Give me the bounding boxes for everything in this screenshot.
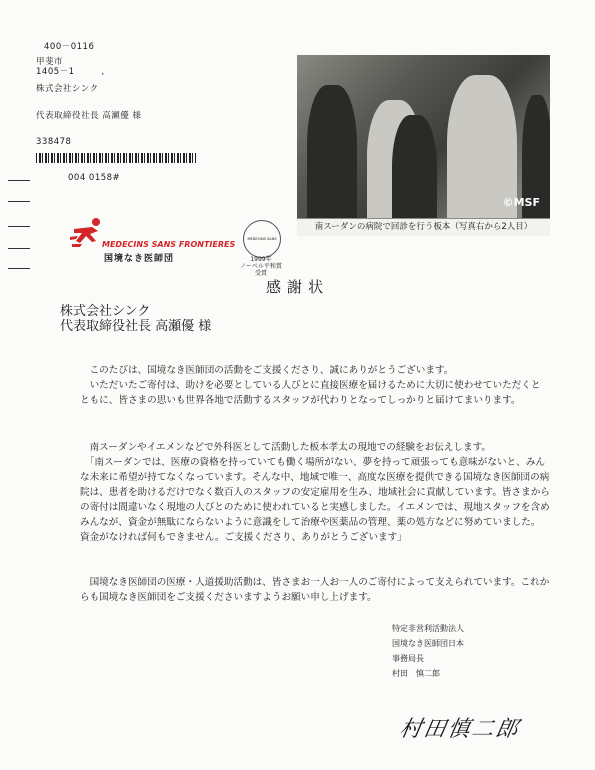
edge-mark [8, 268, 30, 269]
paragraph-donation-use: いただいたご寄付は、助けを必要としている人びとに直接医療を届けるために大切に使わせていただくとともに、皆さまの思いも世界各地で活動するスタッフが代わりとなってしっかりと届けてまいります。 [80, 380, 541, 406]
edge-mark [8, 180, 30, 181]
msf-logo [70, 215, 240, 265]
letter-title: 感謝状 [265, 278, 329, 296]
nobel-award [238, 256, 284, 277]
paragraph-experience-intro: 南スーダンやイエメンなどで外科医として活動した板本孝太の現地での経験をお伝えします。 [89, 442, 491, 453]
nobel-year: 1999年 [250, 256, 272, 263]
msf-name-ja: 国境なき医師団 [104, 254, 175, 264]
nobel-seal-icon: MEDECINS SANS [243, 220, 281, 258]
postal-code: 400－0116 [44, 42, 95, 52]
handwritten-signature: 村田慎二郎 [397, 717, 522, 742]
recipient-name: 代表取締役社長 高瀬優 様 [60, 319, 212, 334]
photo-caption: 南スーダンの病院で回診を行う板本（写真右から2人目） [297, 218, 550, 236]
msf-running-man-icon [70, 217, 106, 251]
address-city: 甲斐市 [36, 57, 64, 67]
edge-mark [8, 226, 30, 227]
signatory-name: 村田 慎二郎 [392, 669, 440, 678]
msf-name-en: MEDECINS SANS FRONTIERES [102, 240, 236, 249]
paragraph-testimony: 「南スーダンでは、医療の資格を持っていても働く場所がない、夢を持って頑張っても意味がないと、みんな未来に希望が持てなくなっています。そんな中、地域で唯一、高度な医療を提供できる国境なき医師団の病院は、患者を助けるだけでなく数百人のスタッフの安定雇用を生み、地域社会に貢献しています。皆さまからの寄付は間違いなく現地の人びとのために使われていると実感しました。イエメンでは、現地スタッフを含めみんなが、資金が無駄にならないように意識をして治療や医薬品の管理、薬の処方などに努めていました。資金がなければ何もできません。ご支援くださり、ありがとうございます」 [80, 457, 550, 543]
reference-number: 338478 [36, 137, 72, 147]
address-street: 1405－1 , [36, 67, 105, 77]
edge-mark [8, 248, 30, 249]
paragraph-thanks: このたびは、国境なき医師団の活動をご支援くださり、誠にありがとうございます。 [89, 365, 454, 376]
nobel-label: ノーベル平和賞受賞 [240, 263, 282, 277]
signatory-org: 国境なき医師団日本 [392, 639, 464, 648]
field-photo [297, 55, 550, 235]
signatory-title: 事務局長 [392, 654, 424, 663]
photo-credit: ©MSF [502, 196, 540, 209]
paragraph-closing: 国境なき医師団の医療・人道援助活動は、皆さまお一人お一人のご寄付によって支えられています。これからも国境なき医師団をご支援くださいますようお願い申し上げます。 [80, 577, 550, 603]
recipient-company: 株式会社シンク [60, 304, 151, 319]
address-recipient: 代表取締役社長 高瀬優 様 [36, 111, 142, 121]
mailing-code: 004 0158# [68, 173, 121, 183]
address-company: 株式会社シンク [36, 84, 99, 94]
signatory-org-type: 特定非営利活動法人 [392, 624, 464, 633]
edge-mark [8, 201, 30, 202]
postal-barcode [36, 153, 196, 163]
